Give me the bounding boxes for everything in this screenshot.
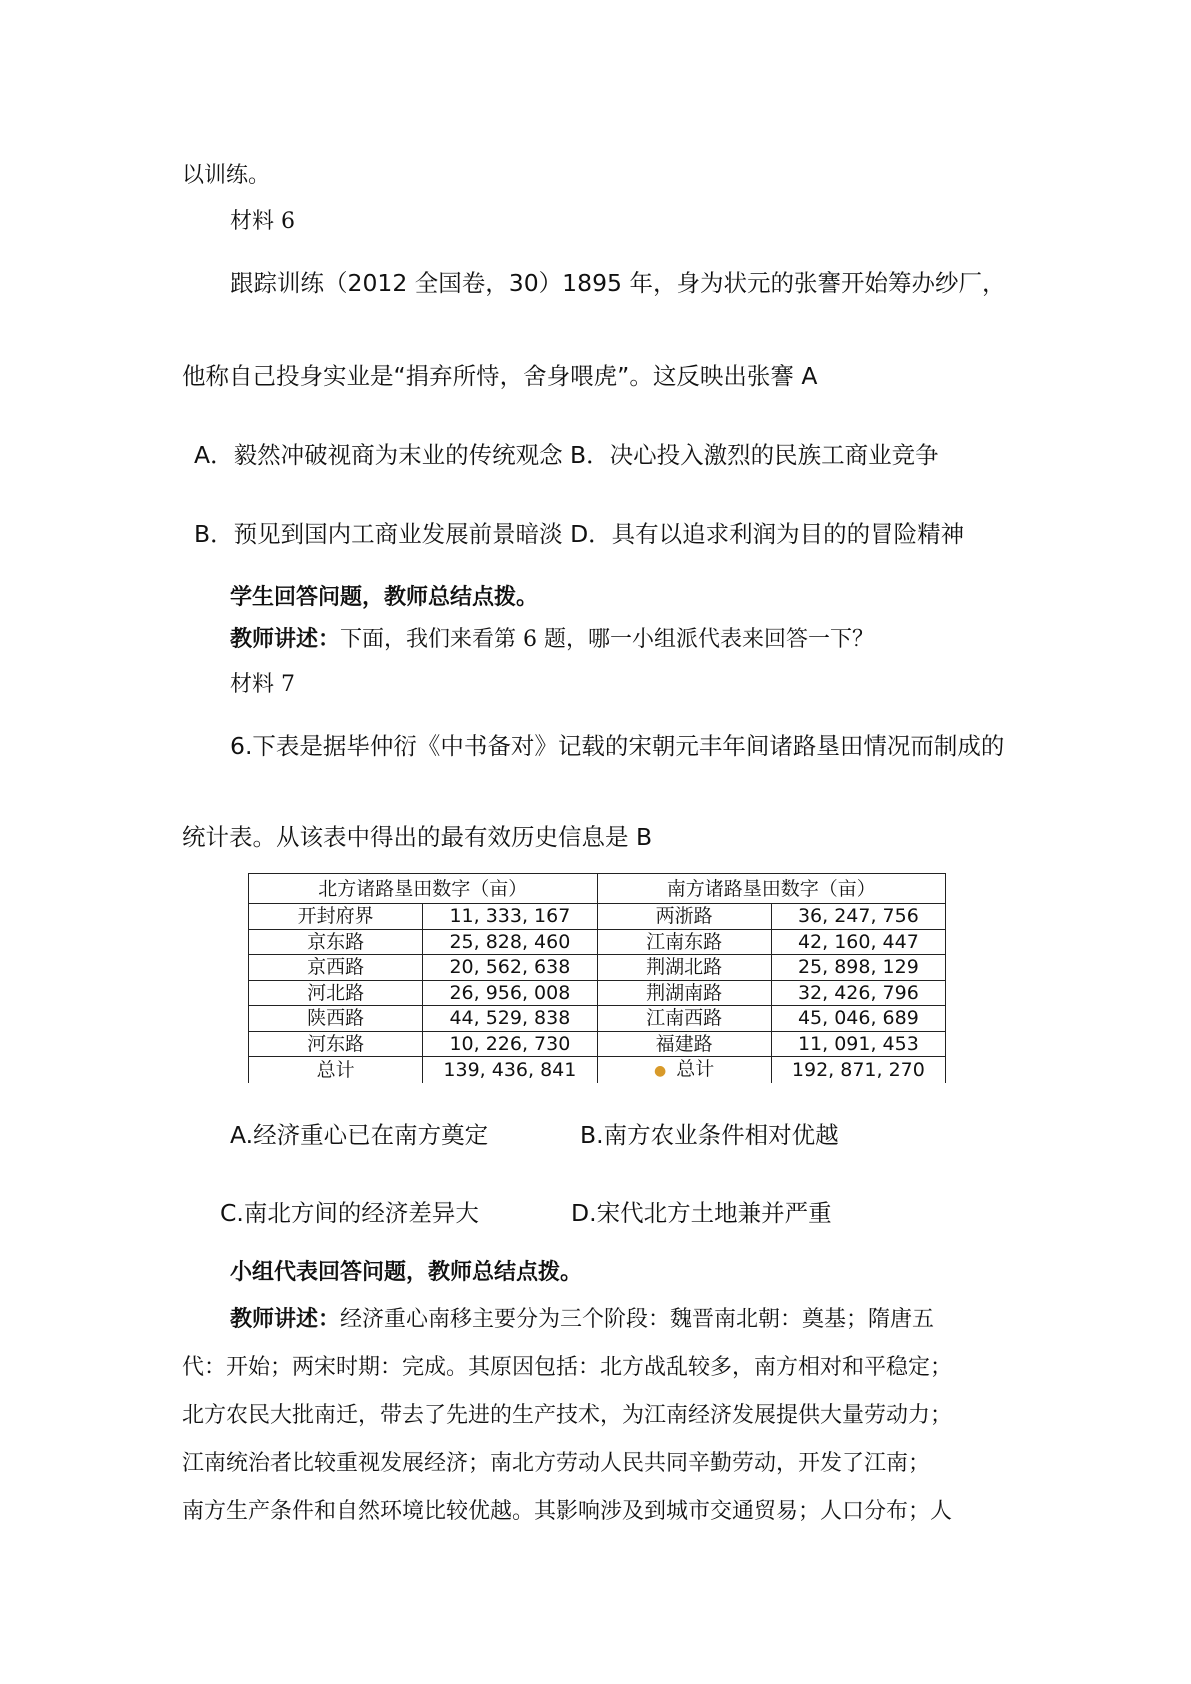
north-route-value: 11, 333, 167 bbox=[423, 904, 597, 930]
teacher-speech bbox=[230, 1302, 934, 1333]
table-row bbox=[249, 904, 946, 930]
speech-text: 代：开始；两宋时期：完成。其原因包括：北方战乱较多，南方相对和平稳定； bbox=[182, 1355, 953, 1380]
south-route-value: 11, 091, 453 bbox=[771, 1031, 945, 1057]
south-total-cell bbox=[597, 1057, 771, 1084]
speech-label: 教师讲述： bbox=[230, 626, 341, 652]
question-text: 他称自己投身实业是“捐弃所恃，舍身喂虎”。这反映出张謇 A bbox=[182, 362, 818, 390]
table-row bbox=[249, 1031, 946, 1057]
question-text: 跟踪训练（2012 全国卷，30）1895 年，身为状元的张謇开始筹办纱厂， bbox=[230, 269, 1006, 297]
land-statistics-table bbox=[248, 873, 946, 1083]
north-route-name: 开封府界 bbox=[249, 904, 423, 930]
north-route-value: 44, 529, 838 bbox=[423, 1006, 597, 1032]
north-route-name: 河北路 bbox=[249, 980, 423, 1006]
north-route-value: 25, 828, 460 bbox=[423, 929, 597, 955]
south-route-name: 福建路 bbox=[597, 1031, 771, 1057]
south-total-label: 总计 bbox=[676, 1058, 715, 1080]
question-options: A．毅然冲破视商为末业的传统观念 B．决心投入激烈的民族工商业竞争 bbox=[194, 441, 939, 469]
south-route-value: 36, 247, 756 bbox=[771, 904, 945, 930]
step-heading: 小组代表回答问题，教师总结点拨。 bbox=[230, 1259, 583, 1285]
north-route-name: 河东路 bbox=[249, 1031, 423, 1057]
south-route-value: 32, 426, 796 bbox=[771, 980, 945, 1006]
table-header-row bbox=[249, 874, 946, 904]
table-header-south: 南方诸路垦田数字（亩） bbox=[597, 874, 946, 904]
lightbulb-icon: ● bbox=[654, 1063, 667, 1079]
south-route-name: 江南西路 bbox=[597, 1006, 771, 1032]
option-d: D.宋代北方土地兼并严重 bbox=[571, 1199, 832, 1227]
south-route-name: 江南东路 bbox=[597, 929, 771, 955]
table-row bbox=[249, 929, 946, 955]
material-label: 材料 7 bbox=[230, 672, 295, 697]
north-route-name: 京西路 bbox=[249, 955, 423, 981]
question-text: 6.下表是据毕仲衍《中书备对》记载的宋朝元丰年间诸路垦田情况而制成的 bbox=[230, 732, 1005, 760]
south-route-value: 25, 898, 129 bbox=[771, 955, 945, 981]
option-b: B.南方农业条件相对优越 bbox=[580, 1121, 839, 1149]
paragraph-text: 以训练。 bbox=[182, 163, 271, 188]
north-route-value: 20, 562, 638 bbox=[423, 955, 597, 981]
table-total-row bbox=[249, 1057, 946, 1084]
option-c: C.南北方间的经济差异大 bbox=[220, 1199, 479, 1227]
north-route-name: 京东路 bbox=[249, 929, 423, 955]
south-route-value: 45, 046, 689 bbox=[771, 1006, 945, 1032]
south-route-name: 两浙路 bbox=[597, 904, 771, 930]
north-total-label: 总计 bbox=[249, 1057, 423, 1084]
material-label: 材料 6 bbox=[230, 209, 295, 234]
south-route-name: 荆湖北路 bbox=[597, 955, 771, 981]
north-route-value: 26, 956, 008 bbox=[423, 980, 597, 1006]
north-route-name: 陕西路 bbox=[249, 1006, 423, 1032]
south-route-name: 荆湖南路 bbox=[597, 980, 771, 1006]
speech-text: 南方生产条件和自然环境比较优越。其影响涉及到城市交通贸易；人口分布；人 bbox=[182, 1499, 953, 1524]
table-row bbox=[249, 1006, 946, 1032]
speech-text: 下面，我们来看第 6 题，哪一小组派代表来回答一下？ bbox=[340, 627, 875, 652]
question-options: B．预见到国内工商业发展前景暗淡 D．具有以追求利润为目的的冒险精神 bbox=[194, 520, 965, 548]
teacher-speech bbox=[230, 622, 874, 653]
north-total-value: 139, 436, 841 bbox=[423, 1057, 597, 1084]
table-row bbox=[249, 955, 946, 981]
speech-label: 教师讲述： bbox=[230, 1306, 341, 1332]
speech-text: 北方农民大批南迁，带去了先进的生产技术，为江南经济发展提供大量劳动力； bbox=[182, 1403, 953, 1428]
speech-text: 经济重心南移主要分为三个阶段：魏晋南北朝：奠基；隋唐五 bbox=[340, 1307, 935, 1332]
question-text: 统计表。从该表中得出的最有效历史信息是 B bbox=[182, 823, 653, 851]
table-header-north: 北方诸路垦田数字（亩） bbox=[249, 874, 598, 904]
option-a: A.经济重心已在南方奠定 bbox=[230, 1121, 489, 1149]
north-route-value: 10, 226, 730 bbox=[423, 1031, 597, 1057]
south-route-value: 42, 160, 447 bbox=[771, 929, 945, 955]
step-heading: 学生回答问题，教师总结点拨。 bbox=[230, 584, 539, 610]
speech-text: 江南统治者比较重视发展经济；南北方劳动人民共同辛勤劳动，开发了江南； bbox=[182, 1451, 931, 1476]
south-total-value: 192, 871, 270 bbox=[771, 1057, 945, 1084]
table-row bbox=[249, 980, 946, 1006]
